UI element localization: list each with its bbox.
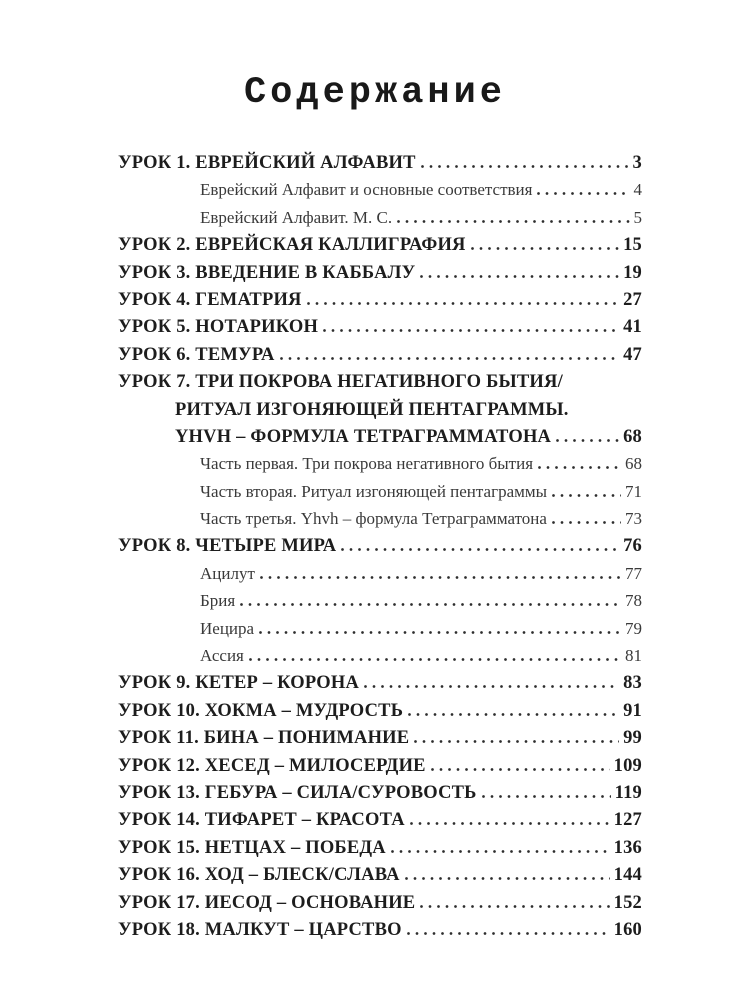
toc-entry-page-number: 109 (613, 755, 642, 776)
toc-entry-page-number: 76 (623, 536, 642, 557)
toc-entry-label: Часть третья. Yhvh – формула Тетраграмматона (200, 509, 547, 529)
leader-dots (556, 439, 619, 442)
toc-entry-label: УРОК 6. ТЕМУРА (118, 344, 275, 365)
leader-dots (260, 576, 621, 579)
toc-entry-label: Иецира (200, 618, 255, 638)
toc-entry (118, 673, 642, 700)
toc-entry (118, 317, 642, 344)
toc-entry (118, 591, 642, 618)
leader-dots (420, 905, 609, 908)
toc-entry-label: Часть вторая. Ритуал изгоняющей пентаграммы (200, 481, 548, 501)
toc-entry-page-number: 5 (633, 207, 642, 227)
leader-dots (537, 192, 629, 195)
leader-dots (431, 768, 610, 771)
toc-entry-page-number: 136 (613, 837, 642, 858)
toc-entry-page-number: 73 (625, 509, 642, 529)
toc-entry (118, 646, 642, 673)
toc-entry-page-number: 77 (625, 563, 642, 583)
toc-entry-page-number: 119 (614, 782, 642, 803)
toc-entry-label: УРОК 7. ТРИ ПОКРОВА НЕГАТИВНОГО БЫТИЯ/ (118, 372, 563, 393)
leader-dots (552, 521, 621, 524)
toc-entry-page-number: 68 (625, 454, 642, 474)
toc-entry (118, 400, 642, 427)
toc-entry-label: YHVH – ФОРМУЛА ТЕТРАГРАММАТОНА (175, 426, 552, 447)
toc-entry (118, 482, 642, 509)
toc-entry-label: УРОК 5. НОТАРИКОН (118, 317, 319, 338)
leader-dots (307, 302, 620, 305)
toc-entry-label: УРОК 14. ТИФАРЕТ – КРАСОТА (118, 810, 405, 831)
toc-entry (118, 372, 642, 399)
toc-entry-page-number: 3 (632, 153, 642, 173)
toc-entry-label: УРОК 3. ВВЕДЕНИЕ В КАББАЛУ (118, 262, 416, 283)
leader-dots (391, 850, 610, 853)
toc-entry-page-number: 71 (625, 481, 642, 501)
toc-entry-label: УРОК 2. ЕВРЕЙСКАЯ КАЛЛИГРАФИЯ (118, 235, 466, 256)
toc-entry-page-number: 78 (625, 591, 642, 611)
toc-entry-page-number: 19 (623, 262, 642, 283)
toc-entry-page-number: 83 (623, 673, 642, 694)
toc-entry (118, 263, 642, 290)
page-title: Содержание (243, 72, 507, 114)
toc-entry (118, 564, 642, 591)
toc-entry (118, 509, 642, 536)
toc-entry-page-number: 91 (623, 700, 642, 721)
toc-entry-page-number: 81 (625, 646, 642, 666)
leader-dots (323, 329, 619, 332)
toc-entry-label: УРОК 13. ГЕБУРА – СИЛА/СУРОВОСТЬ (118, 782, 477, 803)
toc-entry (118, 810, 642, 837)
toc-entry (118, 427, 642, 454)
leader-dots (259, 631, 621, 634)
toc-entry-label: УРОК 17. ИЕСОД – ОСНОВАНИЕ (118, 892, 416, 913)
toc-entry-page-number: 152 (613, 892, 642, 913)
toc-entry (118, 345, 642, 372)
toc-entry (118, 920, 642, 947)
toc-entry (118, 235, 642, 262)
toc-entry-page-number: 27 (623, 289, 642, 310)
toc-entry-label: УРОК 9. КЕТЕР – КОРОНА (118, 673, 360, 694)
toc-entry-page-number: 68 (623, 426, 642, 447)
toc-entry (118, 783, 642, 810)
leader-dots (414, 740, 619, 743)
toc-entry (118, 838, 642, 865)
toc-entry-label: УРОК 11. БИНА – ПОНИМАНИЕ (118, 728, 410, 749)
toc-entry-label: УРОК 12. ХЕСЕД – МИЛОСЕРДИЕ (118, 755, 426, 776)
toc-entry (118, 153, 642, 180)
toc-entry-page-number: 47 (623, 344, 642, 365)
toc-entry-page-number: 127 (613, 810, 642, 831)
leader-dots (364, 685, 619, 688)
toc-entry-label: Ацилут (200, 563, 255, 583)
toc-entry-label: УРОК 8. ЧЕТЫРЕ МИРА (118, 536, 337, 557)
toc-entry (118, 619, 642, 646)
toc-entry (118, 728, 642, 755)
toc-entry (118, 208, 642, 235)
leader-dots (341, 548, 619, 551)
toc-entry-label: УРОК 1. ЕВРЕЙСКИЙ АЛФАВИТ (118, 153, 416, 173)
toc-entry (118, 865, 642, 892)
toc-entry (118, 290, 642, 317)
leader-dots (471, 247, 619, 250)
toc-entry-label: РИТУАЛ ИЗГОНЯЮЩЕЙ ПЕНТАГРАММЫ. (175, 399, 569, 420)
toc-entry-label: УРОК 15. НЕТЦАХ – ПОБЕДА (118, 837, 386, 858)
toc-entry-label: УРОК 16. ХОД – БЛЕСК/СЛАВА (118, 865, 400, 886)
toc-entry-page-number: 4 (633, 180, 642, 200)
toc-entry (118, 536, 642, 563)
toc-entry (118, 756, 642, 783)
leader-dots (405, 877, 610, 880)
leader-dots (482, 795, 611, 798)
leader-dots (249, 658, 621, 661)
toc-entry-label: УРОК 10. ХОКМА – МУДРОСТЬ (118, 700, 404, 721)
leader-dots (397, 220, 629, 223)
toc-entry-label: Брия (200, 591, 236, 611)
toc-entry (118, 893, 642, 920)
leader-dots (408, 713, 619, 716)
leader-dots (280, 357, 620, 360)
leader-dots (240, 603, 621, 606)
toc-entry-label: УРОК 4. ГЕМАТРИЯ (118, 289, 302, 310)
toc-entry-label: Ассия (200, 646, 244, 666)
toc-entry-page-number: 15 (623, 235, 642, 256)
leader-dots (538, 466, 621, 469)
toc-entry (118, 180, 642, 207)
leader-dots (410, 822, 610, 825)
toc-entry-page-number: 144 (613, 865, 642, 886)
leader-dots (420, 275, 619, 278)
toc-entry (118, 454, 642, 481)
toc-entry-label: Часть первая. Три покрова негативного бытия (200, 454, 534, 474)
toc-entry-page-number: 79 (625, 618, 642, 638)
toc-entry-label: УРОК 18. МАЛКУТ – ЦАРСТВО (118, 919, 402, 940)
toc-entry-label: Еврейский Алфавит и основные соответствия (200, 180, 533, 200)
toc-entry-page-number: 99 (623, 728, 642, 749)
leader-dots (421, 165, 629, 168)
leader-dots (407, 932, 610, 935)
toc-list (118, 153, 642, 947)
toc-entry (118, 701, 642, 728)
leader-dots (552, 494, 621, 497)
toc-entry-page-number: 160 (613, 919, 642, 940)
toc-entry-label: Еврейский Алфавит. М. С. (200, 207, 393, 227)
toc-entry-page-number: 41 (623, 317, 642, 338)
